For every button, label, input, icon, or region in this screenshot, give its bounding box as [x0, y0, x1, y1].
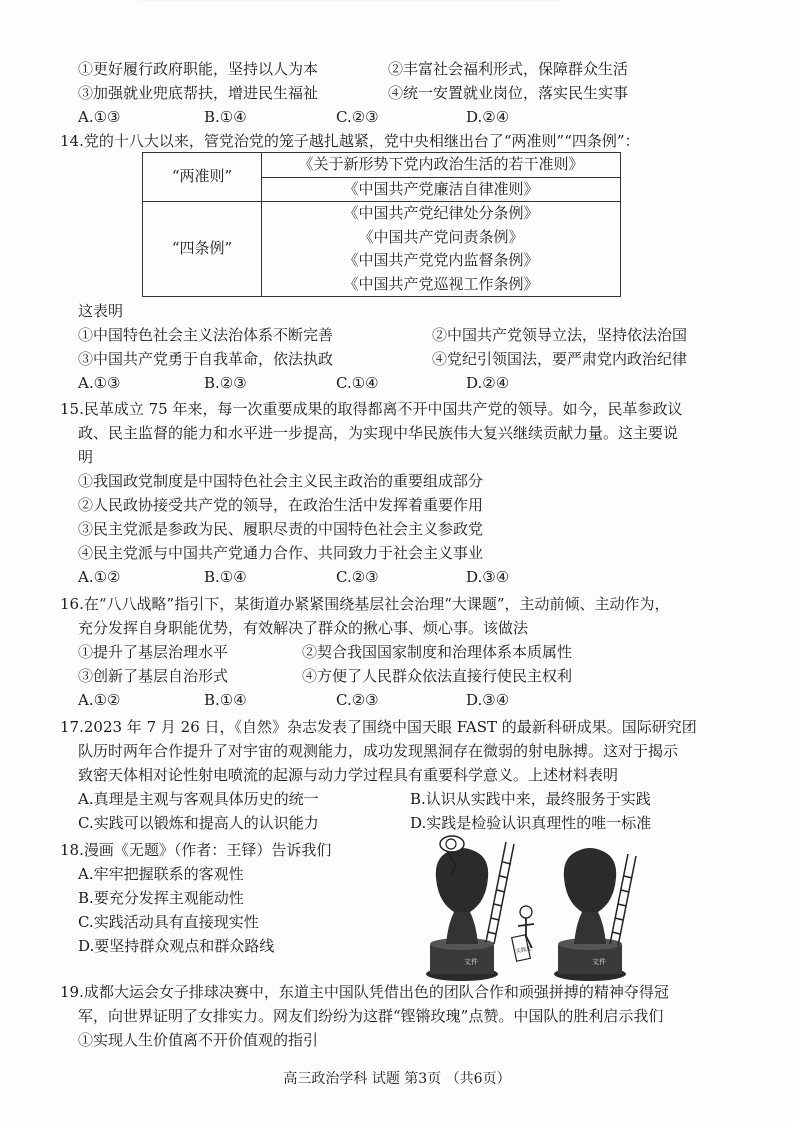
- q15-option-b[interactable]: B.①④: [204, 568, 247, 586]
- table-item: 《中国共产党党内监督条例》: [262, 249, 621, 273]
- q16-choice-4: ④方便了人民群众依法直接行使民主权利: [302, 667, 573, 685]
- table-label-two-rules: “两准则”: [143, 153, 262, 202]
- table-item: 《中国共产党廉洁自律准则》: [262, 177, 621, 202]
- q15-option-c[interactable]: C.②③: [336, 568, 379, 586]
- cartoon-illustration: [414, 832, 646, 984]
- q17-option-c[interactable]: C.实践可以锻炼和提高人的认识能力: [78, 814, 319, 832]
- q15-stem-line-3: 明: [78, 448, 94, 466]
- q18-option-b[interactable]: B.要充分发挥主观能动性: [78, 889, 244, 907]
- table-item: 《中国共产党问责条例》: [262, 226, 621, 250]
- q16-option-a[interactable]: A.①②: [78, 691, 121, 709]
- q16-choice-1: ①提升了基层治理水平: [78, 643, 229, 661]
- q13-option-b[interactable]: B.①④: [204, 108, 247, 126]
- figure-with-sign: [512, 906, 534, 961]
- q14-option-a[interactable]: A.①③: [78, 374, 121, 392]
- q14-lead: 这表明: [78, 302, 124, 320]
- statue-label-right: 文件: [592, 958, 606, 966]
- table-item: 《中国共产党巡视工作条例》: [262, 273, 621, 297]
- q16-option-b[interactable]: B.①④: [204, 691, 247, 709]
- q18-option-c[interactable]: C.实践活动具有直接现实性: [78, 913, 259, 931]
- q14-choice-1: ①中国特色社会主义法治体系不断完善: [78, 326, 334, 344]
- q16-option-d[interactable]: D.③④: [466, 691, 510, 709]
- q18-stem: 18.漫画《无题》（作者：王铎）告诉我们: [60, 841, 332, 859]
- q13-choice-1: ①更好履行政府职能，坚持以人为本: [78, 60, 319, 78]
- q14-option-b[interactable]: B.②③: [204, 374, 247, 392]
- q14-stem: 14.党的十八大以来，管党治党的笼子越扎越紧，党中央相继出台了“两准则”“四条例”：: [60, 132, 640, 150]
- page-footer: 高三政治学科 试题 第3页 （共6页）: [283, 1071, 511, 1087]
- q14-option-c[interactable]: C.①④: [336, 374, 379, 392]
- q14-choice-2: ②中国共产党领导立法，坚持依法治国: [432, 326, 688, 344]
- statue-label-left: 文件: [464, 958, 478, 966]
- q15-stem-line-1: 15.民革成立 75 年来，每一次重要成果的取得都离不开中国共产党的领导。如今，民革参政议: [60, 400, 683, 418]
- q15-option-a[interactable]: A.①②: [78, 568, 121, 586]
- q15-choice-2: ②人民政协接受共产党的领导，在政治生活中发挥着重要作用: [78, 496, 484, 514]
- q19-choice-1: ①实现人生价值离不开价值观的指引: [78, 1031, 319, 1049]
- q17-option-a[interactable]: A.真理是主观与客观具体历史的统一: [78, 790, 319, 808]
- q17-stem-line-1: 17.2023 年 7 月 26 日，《自然》杂志发表了围绕中国天眼 FAST 的最新科研成果。国际研究团: [60, 718, 697, 736]
- q15-stem-line-2: 政、民主监督的能力和水平进一步提高，为实现中华民族伟大复兴继续贡献力量。这主要说: [78, 424, 679, 442]
- left-ladder: [486, 842, 514, 944]
- q14-option-d[interactable]: D.②④: [466, 374, 510, 392]
- q15-choice-1: ①我国政党制度是中国特色社会主义民主政治的重要组成部分: [78, 472, 484, 490]
- q16-choice-3: ③创新了基层自治形式: [78, 667, 229, 685]
- q13-choice-2: ②丰富社会福利形式，保障群众生活: [388, 60, 629, 78]
- q19-stem-line-2: 军，向世界证明了女排实力。网友们纷纷为这群“铿锵玫瑰”点赞。中国队的胜利启示我们: [78, 1007, 664, 1025]
- sign-label: 实践论: [515, 945, 533, 956]
- q18-option-a[interactable]: A.牢牢把握联系的客观性: [78, 865, 244, 883]
- q19-stem-line-1: 19.成都大运会女子排球决赛中，东道主中国队凭借出色的团队合作和顽强拼搏的精神夺得冠: [60, 983, 669, 1001]
- q17-stem-line-2: 队历时两年合作提升了对宇宙的观测能力，成功发现黑洞存在微弱的射电脉搏。这对于揭示: [78, 742, 679, 760]
- q13-option-a[interactable]: A.①③: [78, 108, 121, 126]
- q13-option-d[interactable]: D.②④: [466, 108, 510, 126]
- q17-stem-line-3: 致密天体相对论性射电喷流的起源与动力学过程具有重要科学意义。上述材料表明: [78, 766, 619, 784]
- table-item: 《中国共产党纪律处分条例》: [262, 202, 621, 226]
- q16-option-c[interactable]: C.②③: [336, 691, 379, 709]
- q13-choice-4: ④统一安置就业岗位，落实民生实事: [388, 84, 629, 102]
- q13-choice-3: ③加强就业兜底帮扶，增进民生福祉: [78, 84, 319, 102]
- table-label-four-regulations: “四条例”: [143, 202, 262, 297]
- q15-option-d[interactable]: D.③④: [466, 568, 510, 586]
- q17-option-b[interactable]: B.认识从实践中来，最终服务于实践: [410, 790, 651, 808]
- q18-option-d[interactable]: D.要坚持群众观点和群众路线: [78, 937, 275, 955]
- left-statue: [426, 836, 498, 981]
- q14-rules-table: [142, 152, 621, 297]
- q16-stem-line-1: 16.在“八八战略”指引下，某街道办紧紧围绕基层社会治理“大课题”，主动前倾、主动作为，: [60, 595, 670, 613]
- q14-choice-4: ④党纪引领国法，要严肃党内政治纪律: [432, 350, 688, 368]
- q17-option-d[interactable]: D.实践是检验认识真理性的唯一标准: [410, 814, 652, 832]
- q15-choice-3: ③民主党派是参政为民、履职尽责的中国特色社会主义参政党: [78, 520, 484, 538]
- q14-choice-3: ③中国共产党勇于自我革命，依法执政: [78, 350, 334, 368]
- q16-stem-line-2: 充分发挥自身职能优势，有效解决了群众的揪心事、烦心事。该做法: [78, 619, 529, 637]
- scan-edge: [140, 0, 560, 2]
- table-item: 《关于新形势下党内政治生活的若干准则》: [262, 153, 621, 178]
- q13-option-c[interactable]: C.②③: [336, 108, 379, 126]
- q16-choice-2: ②契合我国国家制度和治理体系本质属性: [302, 643, 573, 661]
- q15-choice-4: ④民主党派与中国共产党通力合作、共同致力于社会主义事业: [78, 544, 484, 562]
